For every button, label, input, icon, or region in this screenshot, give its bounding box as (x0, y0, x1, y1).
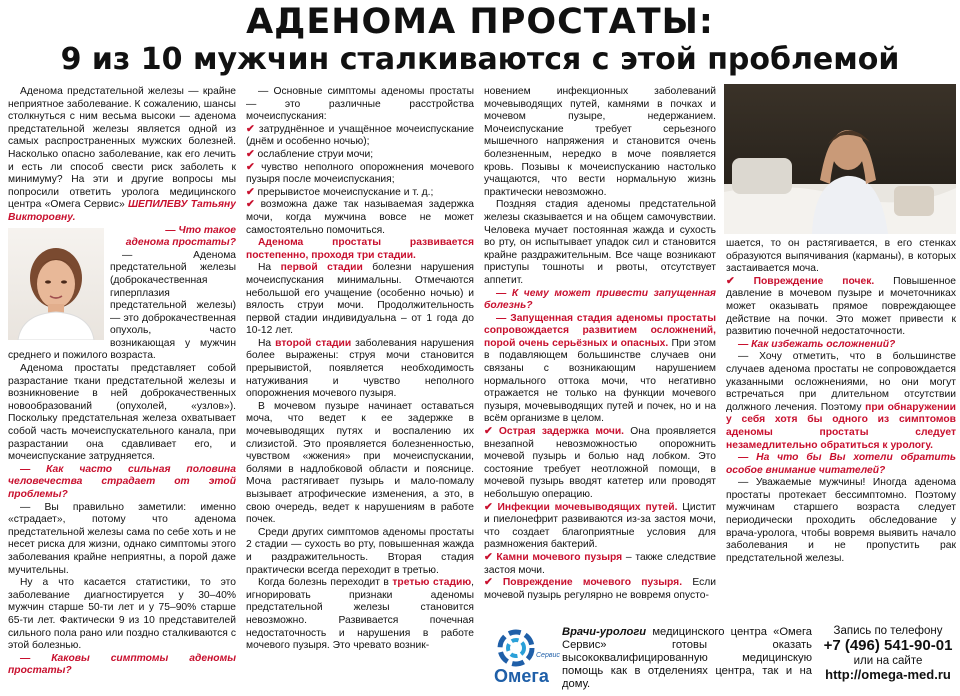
check-icon: ✔ (246, 161, 255, 173)
question-6: — На что бы Вы хотели обратить особое внимание читателей? (726, 452, 956, 476)
check-icon: ✔ (484, 551, 493, 563)
column-4: шается, то он растягивается, в его стенках образуются выпячивания (карманы), в которых застаивается моча. ✔ Повреждение почек. Повышенное давление в мочевом пузыре и мочеточниках может оказывать прямое повреждающее действие на почки. Это может привести к развитию почечной недостаточности. — Как избежать осложнений? — Хочу отметить, что в большинстве случаев аденома простаты не сопровождается указанными осложнениями, но они могут встречаться при длительном отсутствии должного лечения. Поэтому при обнаружении у себя хотя бы одного из симптомов аденомы простаты следует незамедлительно обратиться к урологу. — На что бы Вы хотели обратить особое внимание читателей? — Уважаемые мужчины! Иногда аденома простаты протекает бессимптомно. Поэтому мужчинам старшего возраста следует периодически проходить обследование у врача-уролога, чтобы вовремя выявить начало заболевания и не пропустить рак предстательной железы. (726, 238, 956, 564)
brand-small: Сервис (536, 652, 560, 659)
check-icon: ✔ (484, 577, 493, 589)
column-1: Аденома предстательной железы — крайне неприятное заболевание. К сожалению, шансы столкнуться с ним весьма высоки — аденома предстательной железы является одной из самых распространенных мужских болезней. Насколько опасно заболевание, как его лечить и есть ли способ свести риск заболеть к минимуму? На эти и другие вопросы мы попросили ответить уролога медицинского центра «Омега Сервис» ШЕПИЛЕВУ Татьяну Викторовну. — Что такое аденома простаты? — Аденома предстательной железы (доброкачественная гиперплазия предстательной железы) — это доброкачественная опухоль, часто возникающая у мужчин среднего и пожилого возраста. Аденома простаты представляет собой разрастание ткани предстательной железы и возникновение в ней доброкачественных новообразований (опухолей, «узлов»). Поскольку предстательная железа охватывает собой часть мочеиспускательного канала, при разрастании она сдавливает его, и мочеиспускание затрудняется. — Как часто сильная половина человечества страдает от этой проблемы? — Вы правильно заметили: именно «страдает», потому что аденома предстательной железы сама по себе хоть и не несет риска для жизни, однако симптомы этого заболевания крайне неприятны, а порой даже мучительны. Ну а что касается статистики, то это заболевание диагностируется у 30–40% мужчин старше 50-ти лет и у 75–90% старше 65-ти лет. Фактически 9 из 10 представителей сильного пола рано или поздно сталкиваются с этой болезнью. — Каковы симптомы аденомы простаты? (8, 86, 236, 677)
ad-text: Врачи-урологи медицинского центра «Омега Сервис» готовы оказать высококвалифицированную медицинскую помощь как в отделениях центра, так и на дому. (562, 626, 812, 690)
doctor-photo (8, 228, 104, 340)
check-icon: ✔ (246, 186, 255, 198)
check-icon: ✔ (726, 275, 735, 287)
man-image (724, 84, 956, 234)
question-5: — Как избежать осложнений? (738, 338, 896, 350)
symptom-list: ✔ затруднённое и учащённое мочеиспускание (днём и особенно ночью); ✔ ослабление струи мочи; ✔ чувство неполного опорожнения мочевого пузыря после мочеиспускания; ✔ прерывистое мочеиспускание и т. д.; ✔ возможна даже так называемая задержка мочи, когда мужчина вовсе не может самостоятельно помочиться. (246, 123, 474, 236)
website-link[interactable]: http://omega-med.ru (825, 667, 951, 682)
clinic-advertisement (484, 620, 960, 696)
article-title: АДЕНОМА ПРОСТАТЫ: (246, 2, 714, 42)
question-1: — Что такое аденома простаты? (125, 224, 236, 249)
check-icon: ✔ (484, 501, 493, 513)
brand-name: Омега (494, 666, 549, 686)
phone-number[interactable]: +7 (496) 541-90-01 (823, 637, 953, 654)
contact-block: Запись по телефону +7 (496) 541-90-01 или на сайте http://omega-med.ru (818, 624, 958, 682)
article-subtitle: 9 из 10 мужчин сталкиваются с этой проблемой (60, 42, 900, 77)
doctor-name: ШЕПИЛЕВУ Татьяну Викторовну. (8, 199, 236, 223)
stages-heading: Аденома простаты развивается постепенно, проходя три стадии. (246, 237, 474, 261)
check-icon: ✔ (246, 123, 255, 135)
check-icon: ✔ (246, 148, 255, 160)
doctor-portrait-image (8, 228, 104, 340)
question-4: — К чему может привести запущенная болезнь? (484, 287, 716, 312)
column-3: новением инфекционных заболеваний мочевыводящих путей, камнями в почках и мочевом пузыре, недержанием. Мочеиспускание требует серьезного мышечного напряжения и становится очень болезненным, нередко в моче появляется кровь. Позывы к мочеиспусканию настолько учащаются, что вести нормальную жизнь практически невозможно. Поздняя стадия аденомы предстательной железы сказывается и на общем самочувствии. Человека мучает постоянная жажда и сухость во рту, он испытывает упадок сил и становится крайне раздражительным. Все чаще возникают приступы тошноты и рвоты, отсутствует аппетит. — К чему может привести запущенная болезнь? — Запущенная стадия аденомы простаты сопровождается развитием осложнений, порой очень серьёзных и опасных. При этом в подавляющем большинстве случаев они связаны с возникающим нарушением нормального оттока мочи, что негативно отражается не только на функции мочевого пузыря, мочевыводящих путей и почек, но и на всём организме в целом. ✔ Острая задержка мочи. Она проявляется внезапной невозможностью опорожнить мочевой пузырь и болью над лобком. Это состояние требует неотложной помощи, в мочевой пузырь вводят катетер или проводят небольшую операцию. ✔ Инфекции мочевыводящих путей. Цистит и пиелонефрит развиваются из-за застоя мочи, что создает благоприятные условия для размножения бактерий. ✔ Камни мочевого пузыря – также следствие застоя мочи. ✔ Повреждение мочевого пузыря. Если мочевой пузырь регулярно не вовремя опусто- (484, 86, 716, 601)
check-icon: ✔ (246, 199, 255, 211)
question-3: — Каковы симптомы аденомы простаты? (8, 652, 236, 677)
man-in-bed-photo (724, 84, 956, 234)
check-icon: ✔ (484, 426, 493, 438)
question-2: — Как часто сильная половина человечества страдает от этой проблемы? (8, 463, 236, 500)
column-2: — Основные симптомы аденомы простаты — это различные расстройства мочеиспускания: ✔ затруднённое и учащённое мочеиспускание (днём и особенно ночью); ✔ ослабление струи мочи; ✔ чувство неполного опорожнения мочевого пузыря после мочеиспускания; ✔ прерывистое мочеиспускание и т. д.; ✔ возможна даже так называемая задержка мочи, когда мужчина вовсе не может самостоятельно помочиться. Аденома простаты развивается постепенно, проходя три стадии. На первой стадии болезни нарушения мочеиспускания минимальны. Отмечаются небольшой его учащение (особенно ночью) и вялость струи мочи. Продолжительность первой стадии индивидуальна – от 1 года до 10-12 лет. На второй стадии заболевания нарушения более выражены: струя мочи становится прерывистой, появляется необходимость натуживания и чувство неполного опорожнения мочевого пузыря. В мочевом пузыре начинает оставаться моча, что ведет к ее задержке в мочевыводящих путях и воспалению их слизистой. Это проявляется болезненностью, чувством «жжения» при мочеиспускании, болями в надлобковой области и пояснице. Моча растягивает пузырь и мало-помалу вызывает атрофические изменения, а это, в свою очередь, ведет к нарушениям в работе почек. Среди других симптомов аденомы простаты 2 стадии — сухость во рту, повышенная жажда и раздражительность. Вторая стадия практически всегда переходит в третью. Когда болезнь переходит в третью стадию, игнорировать признаки аденомы предстательной железы становится невозможно. Развивается почечная недостаточность и нарушения в работе мочевого пузыря. Это чревато возник- (246, 86, 474, 652)
